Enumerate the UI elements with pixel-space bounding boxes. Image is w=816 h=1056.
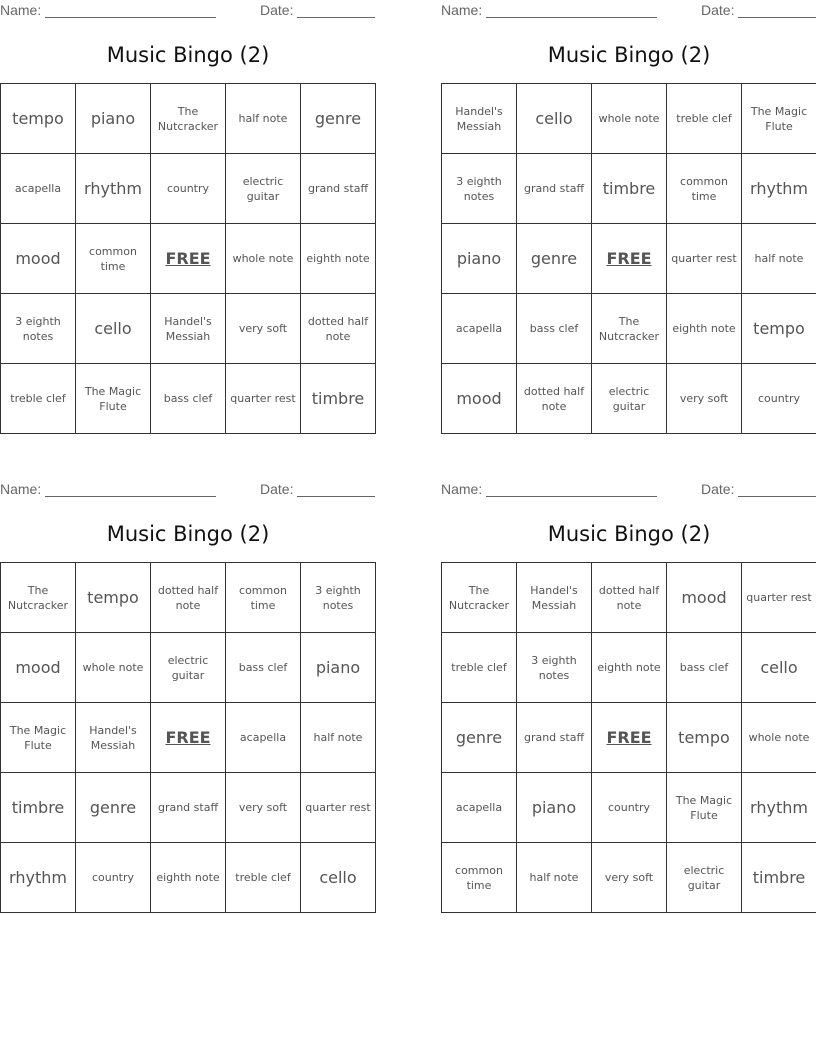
- bingo-cell: tempo: [742, 294, 816, 364]
- name-label: Name:: [441, 2, 483, 18]
- bingo-cell: acapella: [1, 154, 76, 224]
- name-label: Name:: [441, 481, 483, 497]
- card-header: [441, 0, 816, 22]
- bingo-cell: acapella: [442, 773, 517, 843]
- name-label: Name:: [0, 481, 42, 497]
- bingo-cell: The Nutcracker: [151, 84, 226, 154]
- card-title: Music Bingo (2): [547, 522, 711, 546]
- card-header: [0, 0, 376, 22]
- name-line[interactable]: [486, 482, 657, 497]
- bingo-card-3: [0, 479, 376, 887]
- bingo-cell: The Nutcracker: [592, 294, 667, 364]
- bingo-cell: piano: [442, 224, 517, 294]
- bingo-cell: dotted half note: [301, 294, 376, 364]
- date-field[interactable]: [701, 2, 816, 18]
- bingo-cell: cello: [517, 84, 592, 154]
- bingo-cell: Handel's Messiah: [76, 703, 151, 773]
- bingo-cell: grand staff: [151, 773, 226, 843]
- bingo-cell: 3 eighth notes: [442, 154, 517, 224]
- bingo-cell: quarter rest: [742, 563, 816, 633]
- bingo-cell: eighth note: [301, 224, 376, 294]
- bingo-cell: treble clef: [1, 364, 76, 434]
- name-field[interactable]: [441, 481, 657, 497]
- bingo-grid: [441, 562, 816, 913]
- bingo-cell: treble clef: [667, 84, 742, 154]
- bingo-cell: genre: [301, 84, 376, 154]
- date-field[interactable]: [260, 2, 375, 18]
- free-cell: FREE: [151, 224, 226, 294]
- bingo-cell: mood: [1, 633, 76, 703]
- free-cell: FREE: [592, 703, 667, 773]
- free-cell: FREE: [592, 224, 667, 294]
- bingo-cell: electric guitar: [151, 633, 226, 703]
- bingo-cell: bass clef: [226, 633, 301, 703]
- date-field[interactable]: [701, 481, 816, 497]
- name-field[interactable]: [0, 2, 216, 18]
- card-header: [441, 479, 816, 501]
- name-field[interactable]: [0, 481, 216, 497]
- bingo-cell: country: [76, 843, 151, 913]
- bingo-cell: piano: [76, 84, 151, 154]
- bingo-cell: electric guitar: [592, 364, 667, 434]
- bingo-cell: cello: [76, 294, 151, 364]
- name-line[interactable]: [45, 482, 216, 497]
- bingo-cell: 3 eighth notes: [1, 294, 76, 364]
- bingo-grid: [0, 562, 376, 913]
- bingo-cell: common time: [226, 563, 301, 633]
- name-line[interactable]: [486, 3, 657, 18]
- bingo-cell: The Nutcracker: [1, 563, 76, 633]
- bingo-cell: mood: [442, 364, 517, 434]
- card-header: [0, 479, 376, 501]
- name-label: Name:: [0, 2, 42, 18]
- bingo-cell: common time: [667, 154, 742, 224]
- bingo-cell: acapella: [442, 294, 517, 364]
- bingo-cell: very soft: [667, 364, 742, 434]
- bingo-cell: 3 eighth notes: [517, 633, 592, 703]
- bingo-cell: cello: [742, 633, 816, 703]
- bingo-cell: mood: [667, 563, 742, 633]
- date-line[interactable]: [297, 3, 375, 18]
- bingo-cell: mood: [1, 224, 76, 294]
- free-cell: FREE: [151, 703, 226, 773]
- date-label: Date:: [701, 2, 735, 18]
- date-label: Date:: [260, 2, 294, 18]
- bingo-cell: quarter rest: [226, 364, 301, 434]
- card-title: Music Bingo (2): [106, 522, 270, 546]
- bingo-cell: very soft: [226, 773, 301, 843]
- bingo-cell: rhythm: [742, 773, 816, 843]
- bingo-cell: The Magic Flute: [667, 773, 742, 843]
- bingo-cell: genre: [517, 224, 592, 294]
- card-title: Music Bingo (2): [106, 43, 270, 67]
- bingo-cell: tempo: [1, 84, 76, 154]
- bingo-cell: very soft: [226, 294, 301, 364]
- bingo-cell: Handel's Messiah: [442, 84, 517, 154]
- bingo-cell: half note: [226, 84, 301, 154]
- bingo-cell: piano: [517, 773, 592, 843]
- name-line[interactable]: [45, 3, 216, 18]
- bingo-cell: bass clef: [667, 633, 742, 703]
- bingo-cell: timbre: [592, 154, 667, 224]
- bingo-cell: Handel's Messiah: [517, 563, 592, 633]
- bingo-cell: quarter rest: [301, 773, 376, 843]
- bingo-cell: acapella: [226, 703, 301, 773]
- date-label: Date:: [260, 481, 294, 497]
- bingo-cell: country: [592, 773, 667, 843]
- bingo-cell: eighth note: [667, 294, 742, 364]
- date-field[interactable]: [260, 481, 375, 497]
- bingo-cell: grand staff: [301, 154, 376, 224]
- bingo-cell: half note: [742, 224, 816, 294]
- bingo-cell: whole note: [592, 84, 667, 154]
- date-label: Date:: [701, 481, 735, 497]
- bingo-cell: cello: [301, 843, 376, 913]
- bingo-cell: genre: [76, 773, 151, 843]
- bingo-card-1: [0, 0, 376, 413]
- bingo-cell: dotted half note: [517, 364, 592, 434]
- bingo-cell: Handel's Messiah: [151, 294, 226, 364]
- bingo-cell: piano: [301, 633, 376, 703]
- bingo-cell: whole note: [742, 703, 816, 773]
- bingo-cell: The Magic Flute: [742, 84, 816, 154]
- bingo-grid: [0, 83, 376, 434]
- bingo-cell: whole note: [226, 224, 301, 294]
- bingo-cell: timbre: [742, 843, 816, 913]
- date-line[interactable]: [738, 482, 816, 497]
- name-field[interactable]: [441, 2, 657, 18]
- bingo-card-4: [441, 479, 816, 892]
- bingo-cell: quarter rest: [667, 224, 742, 294]
- bingo-cell: country: [151, 154, 226, 224]
- bingo-cell: common time: [76, 224, 151, 294]
- bingo-cell: tempo: [76, 563, 151, 633]
- bingo-cell: tempo: [667, 703, 742, 773]
- bingo-cell: eighth note: [592, 633, 667, 703]
- bingo-card-2: [441, 0, 816, 413]
- bingo-cell: country: [742, 364, 816, 434]
- bingo-cell: treble clef: [226, 843, 301, 913]
- date-line[interactable]: [738, 3, 816, 18]
- bingo-cell: timbre: [301, 364, 376, 434]
- bingo-cell: half note: [301, 703, 376, 773]
- bingo-cell: eighth note: [151, 843, 226, 913]
- bingo-cell: very soft: [592, 843, 667, 913]
- bingo-cell: electric guitar: [226, 154, 301, 224]
- bingo-cell: timbre: [1, 773, 76, 843]
- bingo-grid: [441, 83, 816, 434]
- bingo-cell: grand staff: [517, 154, 592, 224]
- bingo-cell: dotted half note: [151, 563, 226, 633]
- bingo-cell: rhythm: [742, 154, 816, 224]
- bingo-cell: 3 eighth notes: [301, 563, 376, 633]
- bingo-cell: rhythm: [1, 843, 76, 913]
- bingo-cell: The Magic Flute: [76, 364, 151, 434]
- bingo-cell: electric guitar: [667, 843, 742, 913]
- card-title: Music Bingo (2): [547, 43, 711, 67]
- bingo-cell: treble clef: [442, 633, 517, 703]
- bingo-cell: bass clef: [151, 364, 226, 434]
- bingo-cell: half note: [517, 843, 592, 913]
- bingo-cell: bass clef: [517, 294, 592, 364]
- date-line[interactable]: [297, 482, 375, 497]
- bingo-cell: whole note: [76, 633, 151, 703]
- bingo-cell: common time: [442, 843, 517, 913]
- bingo-cell: grand staff: [517, 703, 592, 773]
- bingo-cell: genre: [442, 703, 517, 773]
- bingo-cell: dotted half note: [592, 563, 667, 633]
- bingo-cell: The Magic Flute: [1, 703, 76, 773]
- bingo-cell: The Nutcracker: [442, 563, 517, 633]
- bingo-cell: rhythm: [76, 154, 151, 224]
